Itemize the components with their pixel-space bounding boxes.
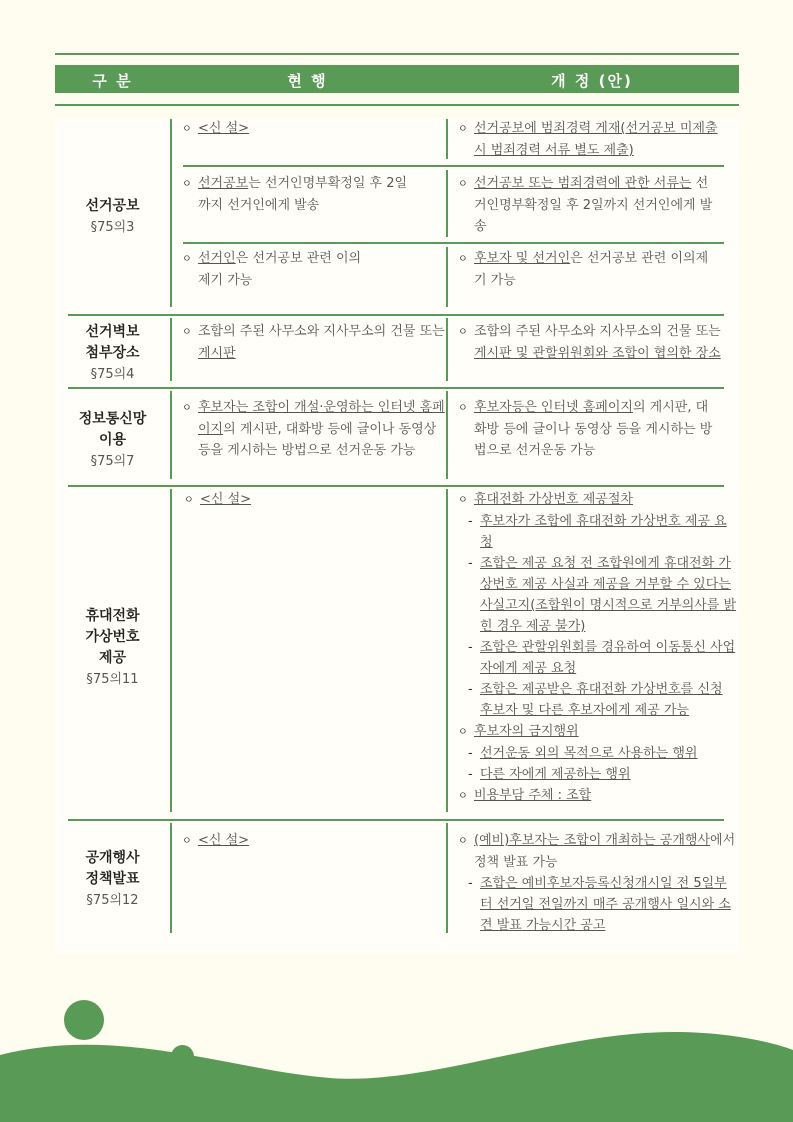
- item-text: 에서 정책 발표 가능: [474, 833, 736, 870]
- header-rule: [55, 104, 739, 106]
- sub-item: [458, 511, 738, 553]
- column-divider: [446, 318, 448, 381]
- category-name: 첨부장소: [85, 345, 140, 361]
- item-text: 은 선거공보 관련 이의제기 가능: [474, 251, 709, 288]
- column-divider: [446, 247, 448, 307]
- item-text: 조합은 예비후보자등록신청개시일 전 5일부터 선거일 전일까지 매주 공개행사 일시와 소견 발표 가능시간 공고: [480, 876, 731, 933]
- item-text: 선거공보: [198, 176, 249, 191]
- top-rule: [55, 53, 739, 55]
- category-name: 휴대전화: [85, 608, 140, 624]
- column-divider: [446, 823, 448, 933]
- bullet-item: [458, 785, 738, 807]
- category-name: 이용: [98, 432, 127, 448]
- item-text: 조합의 주된 사무소와 지사무소의 건물 또는: [474, 324, 721, 339]
- category-name: 공개행사: [85, 850, 140, 866]
- sub-item: [458, 743, 738, 764]
- column-divider: [446, 489, 448, 812]
- current-cell: [184, 489, 442, 511]
- sub-item: [458, 553, 738, 637]
- item-text: <신 설>: [198, 833, 250, 848]
- item-text: 선거공보 또는 범죄경력에 관한 서류는: [474, 176, 692, 191]
- bullet-item: [458, 173, 720, 237]
- category-name: 정책발표: [85, 871, 140, 887]
- column-divider: [170, 391, 172, 479]
- item-text: 후보자등은 인터넷 홈페이지: [474, 400, 633, 415]
- header-category: 구 분: [92, 72, 133, 90]
- item-text: <신 설>: [198, 121, 250, 136]
- category-name: 선거공보: [85, 198, 140, 214]
- proposed-cell: [458, 248, 720, 291]
- current-cell: [182, 397, 446, 461]
- item-text: 의 게시판, 대화방 등에 글이나 동영상 등을 게시하는 방법으로 선거운동 가능: [198, 422, 437, 458]
- bullet-item: [182, 248, 372, 291]
- category-name: 제공: [98, 650, 127, 666]
- bullet-item: [458, 489, 738, 511]
- column-divider: [446, 170, 448, 237]
- item-text: 의 게시판, 대화방 등에 글이나 동영상 등을 게시하는 방법으로 선거운동 가능: [474, 400, 713, 458]
- sub-item: [458, 764, 738, 785]
- item-text: 비용부담 주체 : 조합: [474, 788, 592, 803]
- bullet-item: [458, 830, 736, 873]
- bullet-item: [184, 489, 442, 511]
- item-text: 후보자의 금지행위: [474, 724, 579, 739]
- item-text: 후보자가 조합에 휴대전화 가상번호 제공 요청: [480, 514, 727, 550]
- category-name: 정보통신망: [78, 411, 147, 427]
- proposed-cell: [458, 830, 736, 936]
- item-text: 선거인: [198, 251, 236, 266]
- column-divider: [170, 823, 172, 933]
- category-ref: §75의3: [90, 220, 135, 235]
- header-current: 현 행: [287, 72, 328, 90]
- item-text: <신 설>: [200, 492, 252, 507]
- item-text: 선거운동 외의 목적으로 사용하는 행위: [480, 746, 698, 761]
- column-divider: [446, 119, 448, 159]
- item-text: 조합의 주된 사무소와 지사무소의 건물 또는: [198, 324, 445, 339]
- item-text: 다른 자에게 제공하는 행위: [480, 767, 631, 782]
- proposed-cell: [458, 489, 738, 807]
- table-header: [55, 65, 739, 93]
- bullet-item: [182, 397, 446, 461]
- category-ref: §75의12: [86, 893, 139, 908]
- sub-item: [458, 637, 738, 679]
- current-cell: [182, 118, 440, 140]
- category-public-event: [55, 848, 170, 911]
- category-election-poster: [55, 322, 170, 385]
- proposed-cell: [458, 321, 732, 364]
- item-text: 선거공보에 범죄경력 게재(선거공보 미제출 시 범죄경력 서류 별도 제출): [474, 121, 718, 158]
- category-name: 가상번호: [85, 629, 140, 645]
- item-text: 게시판 및 관할위원회와 조합이 협의한 장소: [474, 346, 721, 361]
- item-text: 는 선거인명부확정일 후 2일까지 선거인에게 발송: [198, 176, 408, 213]
- category-ref: §75의7: [90, 454, 135, 469]
- current-cell: [182, 173, 412, 216]
- header-proposed: 개 정 (안): [551, 72, 633, 90]
- bullet-item: [182, 830, 440, 852]
- bullet-item: [458, 397, 720, 461]
- row-divider: [68, 485, 724, 487]
- item-text: 은 선거공보 관련 이의제기 가능: [198, 251, 362, 288]
- category-ref: §75의11: [86, 672, 139, 687]
- item-text: 조합은 관할위원회를 경유하여 이동통신 사업자에게 제공 요청: [480, 640, 736, 676]
- row-divider: [68, 819, 724, 821]
- bullet-item: [182, 118, 440, 140]
- sub-item: [458, 873, 736, 936]
- bullet-item: [458, 721, 738, 743]
- item-text: (예비)후보자는 조합이 개최하는 공개행사: [474, 833, 711, 848]
- item-text: 조합은 제공 요청 전 조합원에게 휴대전화 가상번호 제공 사실과 제공을 거부할 수 있다는 사실고지(조합원이 명시적으로 거부의사를 밝힌 경우 제공 불가): [480, 556, 737, 634]
- item-text: 후보자는 조합이 개설·운영하는 인터넷 홈페이지: [198, 400, 445, 437]
- proposed-cell: [458, 397, 720, 461]
- bullet-item: [182, 173, 412, 216]
- bullet-item: [458, 118, 730, 161]
- current-cell: [182, 830, 440, 852]
- item-text: 휴대전화 가상번호 제공절차: [474, 492, 633, 507]
- column-divider: [170, 489, 172, 812]
- item-text: 선거인명부확정일 후 2일까지 선거인에게 발송: [474, 176, 713, 234]
- row-divider: [68, 314, 724, 316]
- proposed-cell: [458, 118, 730, 161]
- row-divider: [183, 242, 724, 244]
- bullet-item: [182, 321, 446, 364]
- row-divider: [183, 165, 724, 167]
- category-name: 선거벽보: [85, 324, 140, 340]
- category-ref: §75의4: [90, 367, 135, 382]
- category-election-bulletin: [55, 196, 170, 238]
- footer-wave: [0, 1020, 793, 1122]
- row-divider: [68, 387, 724, 389]
- column-divider: [446, 391, 448, 479]
- item-text: 게시판: [198, 346, 236, 361]
- current-cell: [182, 248, 372, 291]
- bullet-item: [458, 248, 720, 291]
- item-text: 조합은 제공받은 휴대전화 가상번호를 신청 후보자 및 다른 후보자에게 제공 가능: [480, 682, 723, 718]
- column-divider: [170, 119, 172, 307]
- current-cell: [182, 321, 446, 364]
- category-network-use: [55, 409, 170, 472]
- category-virtual-number: [55, 606, 170, 690]
- item-text: 후보자 및 선거인: [474, 251, 571, 266]
- sub-item: [458, 679, 738, 721]
- proposed-cell: [458, 173, 720, 237]
- column-divider: [170, 318, 172, 381]
- bullet-item: [458, 321, 732, 364]
